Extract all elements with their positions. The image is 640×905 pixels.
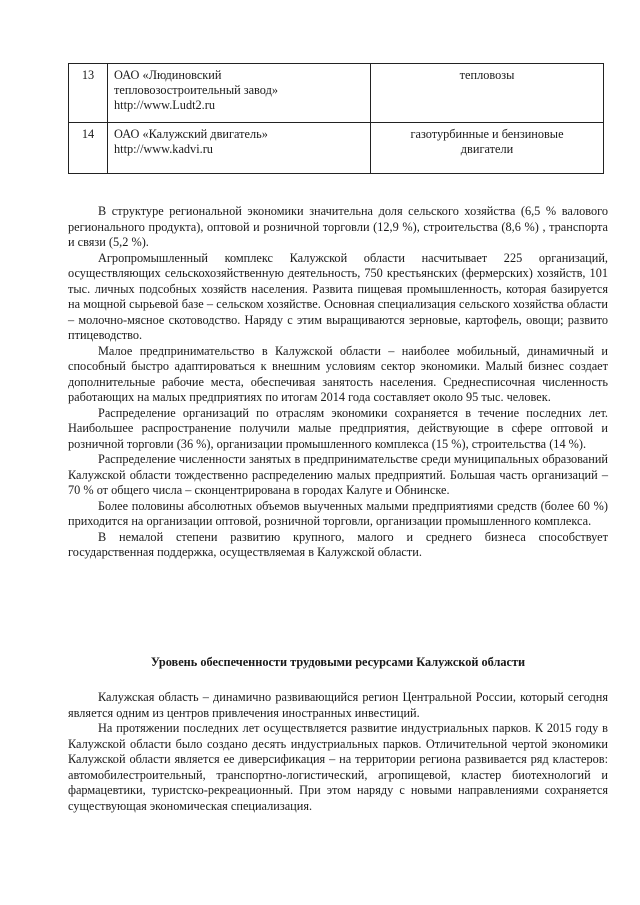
paragraph: Более половины абсолютных объемов выученных малыми предприятиями средств (более 60 %) приходится на организации оптовой, розничной торговли, организации промышленного комплекса. [68,498,608,528]
organization-url: http://www.Ludt2.ru [114,98,215,112]
product-line: газотурбинные и бензиновые [410,127,564,141]
product-line: тепловозы [459,68,515,82]
paragraph: Распределение организаций по отраслям экономики сохраняется в течение последних лет. Наибольшее распространение получили малые предприятия, действующие в сфере оптовой и розничной торговли (36 %), организации промышленного комплекса (15 %), строительства (14 %). [68,405,608,451]
paragraph: Распределение численности занятых в предпринимательстве среди муниципальных образований Калужской области тождественно распределению малых предприятий. Большая часть организаций – 70 % от общего числа – сконцентрирована в городах Калуге и Обнинске. [68,452,608,497]
table-row [69,123,604,174]
organizations-table [68,63,604,174]
organization-cell [108,123,371,174]
paragraph: На протяжении последних лет осуществляется развитие индустриальных парков. К 2015 году в Калужской области было создано десять индустриальных парков. Отличительной чертой экономики Калужской области является ее диверсификация – на территории региона развивается ряд кластеров: автомобилестроительный, транспортно-логистический, агропищевой, кластер биотехнологий и фармацевтики, туристско-рекреационный. При этом наряду с новыми направлениями сохраняется существующая экономическая специализация. [68,721,608,813]
product-cell [371,64,604,123]
organization-name-line: ОАО «Людиновский [114,68,222,82]
paragraph: В структуре региональной экономики значительна доля сельского хозяйства (6,5 % валового регионального продукта), оптовой и розничной торговли (12,9 %), строительства (8,6 %) , транспорта и связи (5,2 %). [68,204,608,249]
section-body-text [68,690,608,814]
organization-name-line: тепловозостроительный завод» [114,83,278,97]
product-line: двигатели [460,142,514,156]
section-heading: Уровень обеспеченности трудовыми ресурсами Калужской области [150,655,526,669]
row-number: 14 [69,123,108,174]
row-number: 13 [69,64,108,123]
organization-name-line: ОАО «Калужский двигатель» [114,127,268,141]
paragraph: В немалой степени развитию крупного, малого и среднего бизнеса способствует государственная поддержка, осуществляемая в Калужской области. [68,529,608,559]
paragraph: Малое предпринимательство в Калужской области – наиболее мобильный, динамичный и способный быстро адаптироваться к внешним условиям сектор экономики. Малый бизнес создает дополнительные рабочие места, обеспечивая занятость населения. Среднесписочная численность работающих на малых предприятиях по итогам 2014 года составляет около 95 тыс. человек. [68,343,608,404]
product-cell [371,123,604,174]
paragraph: Калужская область – динамично развивающийся регион Центральной России, который сегодня является одним из центров привлечения иностранных инвестиций. [68,690,608,720]
organization-cell [108,64,371,123]
body-text [68,204,608,561]
paragraph: Агропромышленный комплекс Калужской области насчитывает 225 организаций, осуществляющих сельскохозяйственную деятельность, 750 крестьянских (фермерских) хозяйств, 101 тыс. личных подсобных хозяйств населения. Развита пищевая промышленность, которая базируется на мощной сырьевой базе – сельском хозяйстве. Основная специализация сельского хозяйства области – молочно-мясное скотоводство. Наряду с этим выращиваются зерновые, картофель, овощи; развито птицеводство. [68,250,608,342]
table-row [69,64,604,123]
organization-url: http://www.kadvi.ru [114,142,213,156]
